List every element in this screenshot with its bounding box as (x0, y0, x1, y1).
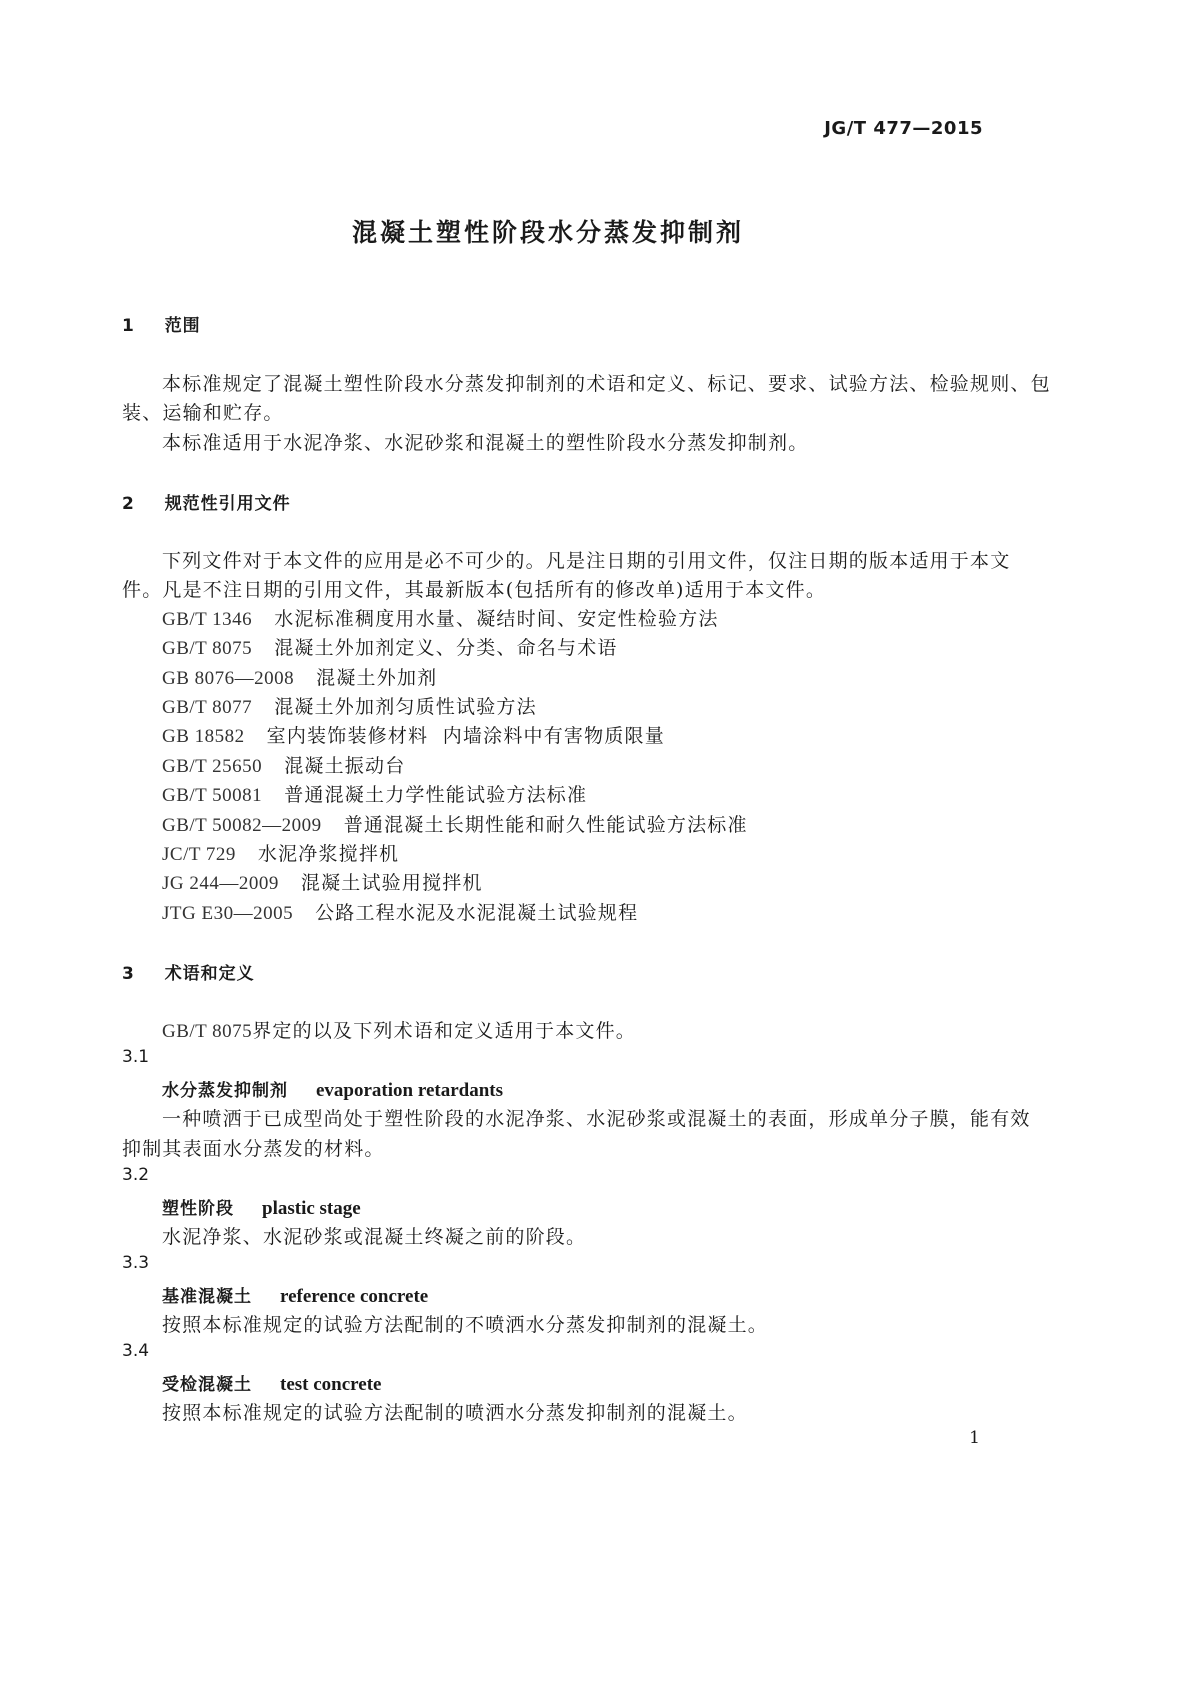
term-definition: 一种喷洒于已成型尚处于塑性阶段的水泥净浆、水泥砂浆或混凝土的表面，形成单分子膜，能有效 (162, 1108, 1031, 1130)
reference-item (162, 810, 748, 837)
term-heading (162, 1282, 428, 1308)
reference-code: GB/T 8075 (162, 638, 253, 659)
paragraph: 件。凡是不注日期的引用文件，其最新版本(包括所有的修改单)适用于本文件。 (122, 579, 827, 601)
reference-code: GB/T 1346 (162, 609, 253, 630)
page-number: 1 (969, 1428, 980, 1448)
reference-item (162, 633, 618, 660)
reference-code: JC/T 729 (162, 844, 236, 865)
reference-title: 混凝土外加剂定义、分类、命名与术语 (274, 637, 618, 659)
term-english: plastic stage (262, 1198, 361, 1219)
section-number: 1 (122, 316, 135, 336)
reference-title: 普通混凝土力学性能试验方法标准 (284, 784, 588, 806)
term-chinese: 基准混凝土 (162, 1287, 252, 1307)
term-chinese: 受检混凝土 (162, 1375, 252, 1395)
term-english: reference concrete (280, 1286, 429, 1307)
reference-code: GB/T 50082—2009 (162, 815, 322, 836)
reference-item (162, 839, 399, 866)
reference-code: GB/T 8075 (162, 1021, 253, 1042)
reference-item (162, 604, 719, 631)
reference-item (162, 721, 665, 748)
term-heading (162, 1370, 381, 1396)
document-title: 混凝土塑性阶段水分蒸发抑制剂 (352, 218, 745, 247)
term-chinese: 水分蒸发抑制剂 (162, 1081, 288, 1101)
reference-title: 水泥标准稠度用水量、凝结时间、安定性检验方法 (274, 608, 719, 630)
reference-code: GB 8076—2008 (162, 668, 295, 689)
paragraph: 下列文件对于本文件的应用是必不可少的。凡是注日期的引用文件，仅注日期的版本适用于本文 (162, 550, 1011, 572)
term-heading (162, 1076, 503, 1102)
reference-code: GB 18582 (162, 726, 245, 747)
term-number: 3.4 (122, 1341, 150, 1361)
term-english: test concrete (280, 1374, 382, 1395)
reference-title: 公路工程水泥及水泥混凝土试验规程 (315, 902, 639, 924)
paragraph: 本标准规定了混凝土塑性阶段水分蒸发抑制剂的术语和定义、标记、要求、试验方法、检验规则、包 (162, 373, 1051, 395)
reference-title: 混凝土振动台 (284, 755, 406, 777)
term-number: 3.3 (122, 1253, 150, 1273)
reference-code: JG 244—2009 (162, 873, 279, 894)
reference-title: 混凝土外加剂 (316, 667, 438, 689)
term-number: 3.1 (122, 1047, 150, 1067)
section-1-heading (122, 311, 201, 336)
standard-number: JG/T 477—2015 (824, 118, 983, 139)
term-definition: 按照本标准规定的试验方法配制的不喷洒水分蒸发抑制剂的混凝土。 (162, 1314, 769, 1336)
reference-item (162, 692, 537, 719)
section-3-heading (122, 959, 255, 984)
reference-code: GB/T 25650 (162, 756, 263, 777)
term-definition: 抑制其表面水分蒸发的材料。 (122, 1138, 385, 1160)
term-chinese: 塑性阶段 (162, 1199, 234, 1219)
paragraph: 本标准适用于水泥净浆、水泥砂浆和混凝土的塑性阶段水分蒸发抑制剂。 (162, 432, 809, 454)
section-number: 2 (122, 494, 135, 514)
reference-title: 室内装饰装修材料 内墙涂料中有害物质限量 (266, 725, 665, 747)
term-english: evaporation retardants (316, 1080, 503, 1101)
reference-title: 普通混凝土长期性能和耐久性能试验方法标准 (343, 814, 748, 836)
term-number: 3.2 (122, 1165, 150, 1185)
paragraph: 装、运输和贮存。 (122, 402, 284, 424)
section-title: 规范性引用文件 (164, 494, 291, 514)
section-2-heading (122, 489, 291, 514)
reference-code: GB/T 8077 (162, 697, 253, 718)
reference-title: 水泥净浆搅拌机 (257, 843, 400, 865)
reference-item (162, 898, 638, 925)
reference-item (162, 780, 587, 807)
reference-code: JTG E30—2005 (162, 903, 294, 924)
term-definition: 水泥净浆、水泥砂浆或混凝土终凝之前的阶段。 (162, 1226, 587, 1248)
reference-title: 混凝土外加剂匀质性试验方法 (274, 696, 537, 718)
paragraph (162, 1016, 636, 1043)
reference-title: 混凝土试验用搅拌机 (300, 872, 483, 894)
paragraph-text: 界定的以及下列术语和定义适用于本文件。 (252, 1020, 636, 1042)
section-title: 范围 (164, 316, 201, 336)
reference-item (162, 751, 405, 778)
reference-item (162, 868, 483, 895)
term-heading (162, 1194, 361, 1220)
section-title: 术语和定义 (164, 964, 255, 984)
reference-item (162, 663, 437, 690)
section-number: 3 (122, 964, 135, 984)
reference-code: GB/T 50081 (162, 785, 263, 806)
term-definition: 按照本标准规定的试验方法配制的喷洒水分蒸发抑制剂的混凝土。 (162, 1402, 748, 1424)
